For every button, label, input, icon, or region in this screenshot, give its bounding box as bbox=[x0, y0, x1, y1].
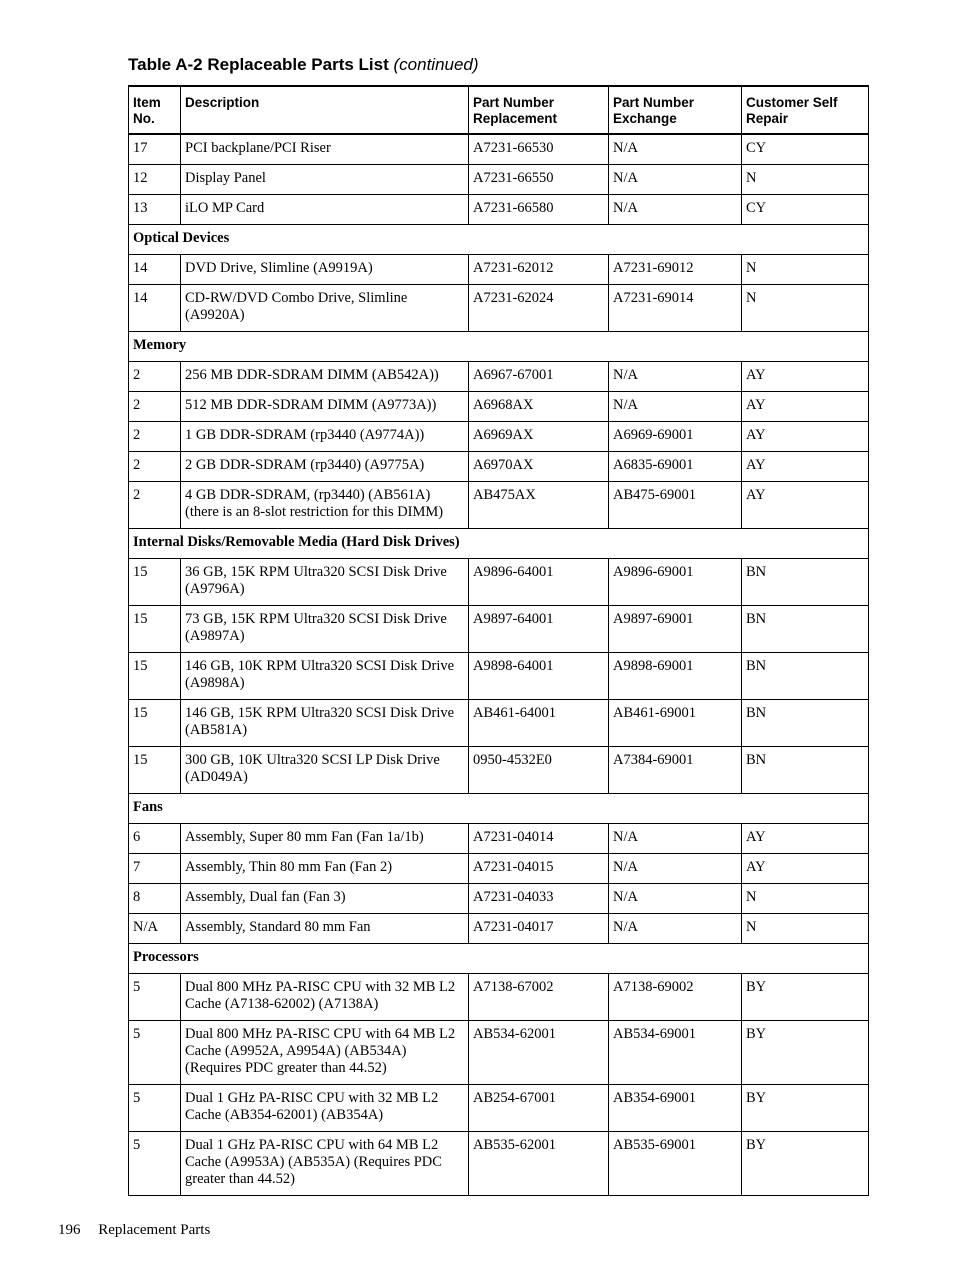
table-row bbox=[129, 606, 869, 653]
table-row bbox=[129, 285, 869, 332]
cell-part-replacement: A6967-67001 bbox=[469, 362, 609, 392]
table-row bbox=[129, 747, 869, 794]
cell-part-replacement: A7231-66580 bbox=[469, 195, 609, 225]
cell-customer-self-repair: BN bbox=[742, 653, 869, 700]
cell-part-exchange: AB475-69001 bbox=[609, 482, 742, 529]
cell-item-no: 15 bbox=[129, 606, 181, 653]
table-row bbox=[129, 482, 869, 529]
cell-item-no: 15 bbox=[129, 747, 181, 794]
section-label: Optical Devices bbox=[129, 225, 869, 255]
footer-section-title: Replacement Parts bbox=[98, 1222, 211, 1238]
cell-description: 146 GB, 15K RPM Ultra320 SCSI Disk Drive (AB581A) bbox=[181, 700, 469, 747]
table-row bbox=[129, 362, 869, 392]
cell-part-replacement: A7231-04014 bbox=[469, 824, 609, 854]
cell-customer-self-repair: N bbox=[742, 914, 869, 944]
table-row bbox=[129, 255, 869, 285]
cell-part-replacement: 0950-4532E0 bbox=[469, 747, 609, 794]
cell-customer-self-repair: BN bbox=[742, 747, 869, 794]
cell-part-exchange: A6969-69001 bbox=[609, 422, 742, 452]
cell-customer-self-repair: BY bbox=[742, 974, 869, 1021]
cell-description: 2 GB DDR-SDRAM (rp3440) (A9775A) bbox=[181, 452, 469, 482]
cell-item-no: 2 bbox=[129, 392, 181, 422]
cell-customer-self-repair: BY bbox=[742, 1132, 869, 1196]
cell-part-replacement: AB254-67001 bbox=[469, 1085, 609, 1132]
cell-description: 146 GB, 10K RPM Ultra320 SCSI Disk Drive (A9898A) bbox=[181, 653, 469, 700]
table-row bbox=[129, 195, 869, 225]
cell-part-exchange: A7231-69014 bbox=[609, 285, 742, 332]
table-caption-title: Table A-2 Replaceable Parts List bbox=[128, 55, 389, 74]
cell-description: 36 GB, 15K RPM Ultra320 SCSI Disk Drive (A9796A) bbox=[181, 559, 469, 606]
header-description: Description bbox=[181, 86, 469, 134]
cell-item-no: 5 bbox=[129, 1085, 181, 1132]
cell-part-replacement: A7231-04033 bbox=[469, 884, 609, 914]
cell-customer-self-repair: N bbox=[742, 255, 869, 285]
cell-description: Assembly, Dual fan (Fan 3) bbox=[181, 884, 469, 914]
cell-item-no: 13 bbox=[129, 195, 181, 225]
cell-description: DVD Drive, Slimline (A9919A) bbox=[181, 255, 469, 285]
table-row bbox=[129, 884, 869, 914]
cell-part-replacement: A9898-64001 bbox=[469, 653, 609, 700]
cell-item-no: 2 bbox=[129, 482, 181, 529]
cell-part-replacement: A7231-62024 bbox=[469, 285, 609, 332]
page-footer bbox=[58, 1222, 210, 1239]
table-body bbox=[129, 134, 869, 1196]
cell-customer-self-repair: BY bbox=[742, 1085, 869, 1132]
cell-part-replacement: A9896-64001 bbox=[469, 559, 609, 606]
cell-customer-self-repair: AY bbox=[742, 452, 869, 482]
cell-part-exchange: AB354-69001 bbox=[609, 1085, 742, 1132]
cell-part-replacement: AB535-62001 bbox=[469, 1132, 609, 1196]
cell-part-replacement: A7231-62012 bbox=[469, 255, 609, 285]
cell-description: 4 GB DDR-SDRAM, (rp3440) (AB561A) (there is an 8-slot restriction for this DIMM) bbox=[181, 482, 469, 529]
cell-part-replacement: A6969AX bbox=[469, 422, 609, 452]
section-label: Processors bbox=[129, 944, 869, 974]
cell-part-exchange: N/A bbox=[609, 914, 742, 944]
cell-customer-self-repair: N bbox=[742, 884, 869, 914]
cell-item-no: 6 bbox=[129, 824, 181, 854]
cell-part-exchange: N/A bbox=[609, 362, 742, 392]
table-row bbox=[129, 653, 869, 700]
cell-customer-self-repair: AY bbox=[742, 482, 869, 529]
table-row bbox=[129, 422, 869, 452]
section-label: Memory bbox=[129, 332, 869, 362]
cell-item-no: 2 bbox=[129, 422, 181, 452]
table-row bbox=[129, 854, 869, 884]
cell-description: 1 GB DDR-SDRAM (rp3440 (A9774A)) bbox=[181, 422, 469, 452]
table-row bbox=[129, 914, 869, 944]
cell-customer-self-repair: AY bbox=[742, 362, 869, 392]
cell-part-exchange: A7384-69001 bbox=[609, 747, 742, 794]
cell-part-exchange: N/A bbox=[609, 884, 742, 914]
cell-part-replacement: A9897-64001 bbox=[469, 606, 609, 653]
cell-part-replacement: A7231-66530 bbox=[469, 134, 609, 165]
cell-customer-self-repair: CY bbox=[742, 134, 869, 165]
table-caption-continued: (continued) bbox=[393, 55, 479, 74]
cell-part-replacement: A6970AX bbox=[469, 452, 609, 482]
cell-part-exchange: N/A bbox=[609, 195, 742, 225]
cell-part-exchange: N/A bbox=[609, 824, 742, 854]
cell-description: 73 GB, 15K RPM Ultra320 SCSI Disk Drive (A9897A) bbox=[181, 606, 469, 653]
cell-part-replacement: A6968AX bbox=[469, 392, 609, 422]
table-row bbox=[129, 700, 869, 747]
table-row bbox=[129, 1085, 869, 1132]
cell-customer-self-repair: BN bbox=[742, 559, 869, 606]
section-label: Internal Disks/Removable Media (Hard Disk Drives) bbox=[129, 529, 869, 559]
cell-part-replacement: A7138-67002 bbox=[469, 974, 609, 1021]
cell-part-exchange: AB534-69001 bbox=[609, 1021, 742, 1085]
cell-item-no: 15 bbox=[129, 559, 181, 606]
cell-customer-self-repair: N bbox=[742, 165, 869, 195]
cell-description: 512 MB DDR-SDRAM DIMM (A9773A)) bbox=[181, 392, 469, 422]
table-row bbox=[129, 974, 869, 1021]
header-item-no: Item No. bbox=[129, 86, 181, 134]
table-row bbox=[129, 559, 869, 606]
cell-description: CD-RW/DVD Combo Drive, Slimline (A9920A) bbox=[181, 285, 469, 332]
cell-customer-self-repair: AY bbox=[742, 422, 869, 452]
cell-part-exchange: N/A bbox=[609, 134, 742, 165]
cell-description: Dual 800 MHz PA-RISC CPU with 32 MB L2 Cache (A7138-62002) (A7138A) bbox=[181, 974, 469, 1021]
cell-item-no: N/A bbox=[129, 914, 181, 944]
cell-part-exchange: N/A bbox=[609, 392, 742, 422]
cell-customer-self-repair: BY bbox=[742, 1021, 869, 1085]
page-number: 196 bbox=[58, 1222, 81, 1238]
header-customer-self-repair: Customer Self Repair bbox=[742, 86, 869, 134]
cell-description: Dual 800 MHz PA-RISC CPU with 64 MB L2 Cache (A9952A, A9954A) (AB534A) (Requires PDC greater than 44.52) bbox=[181, 1021, 469, 1085]
cell-description: Assembly, Super 80 mm Fan (Fan 1a/1b) bbox=[181, 824, 469, 854]
cell-description: Dual 1 GHz PA-RISC CPU with 32 MB L2 Cache (AB354-62001) (AB354A) bbox=[181, 1085, 469, 1132]
table-row bbox=[129, 165, 869, 195]
cell-item-no: 12 bbox=[129, 165, 181, 195]
cell-item-no: 5 bbox=[129, 1021, 181, 1085]
cell-description: Assembly, Standard 80 mm Fan bbox=[181, 914, 469, 944]
section-row bbox=[129, 529, 869, 559]
cell-description: 256 MB DDR-SDRAM DIMM (AB542A)) bbox=[181, 362, 469, 392]
section-label: Fans bbox=[129, 794, 869, 824]
table-caption bbox=[128, 55, 479, 75]
section-row bbox=[129, 225, 869, 255]
table-row bbox=[129, 392, 869, 422]
cell-customer-self-repair: N bbox=[742, 285, 869, 332]
cell-part-replacement: AB534-62001 bbox=[469, 1021, 609, 1085]
cell-item-no: 2 bbox=[129, 452, 181, 482]
cell-description: iLO MP Card bbox=[181, 195, 469, 225]
cell-customer-self-repair: CY bbox=[742, 195, 869, 225]
cell-customer-self-repair: AY bbox=[742, 854, 869, 884]
cell-part-exchange: N/A bbox=[609, 854, 742, 884]
cell-part-exchange: A7138-69002 bbox=[609, 974, 742, 1021]
cell-item-no: 17 bbox=[129, 134, 181, 165]
replaceable-parts-table bbox=[128, 85, 869, 1196]
cell-part-replacement: A7231-04017 bbox=[469, 914, 609, 944]
table-row bbox=[129, 452, 869, 482]
table-row bbox=[129, 824, 869, 854]
cell-part-exchange: A9897-69001 bbox=[609, 606, 742, 653]
cell-description: Dual 1 GHz PA-RISC CPU with 64 MB L2 Cache (A9953A) (AB535A) (Requires PDC greater than 44.52) bbox=[181, 1132, 469, 1196]
section-row bbox=[129, 944, 869, 974]
cell-part-exchange: AB461-69001 bbox=[609, 700, 742, 747]
cell-part-exchange: AB535-69001 bbox=[609, 1132, 742, 1196]
cell-item-no: 15 bbox=[129, 700, 181, 747]
header-part-number-exchange: Part Number Exchange bbox=[609, 86, 742, 134]
cell-item-no: 2 bbox=[129, 362, 181, 392]
table-header-row bbox=[129, 86, 869, 134]
cell-customer-self-repair: AY bbox=[742, 392, 869, 422]
cell-item-no: 7 bbox=[129, 854, 181, 884]
cell-part-exchange: A6835-69001 bbox=[609, 452, 742, 482]
cell-item-no: 14 bbox=[129, 285, 181, 332]
cell-item-no: 5 bbox=[129, 974, 181, 1021]
cell-item-no: 15 bbox=[129, 653, 181, 700]
cell-description: Display Panel bbox=[181, 165, 469, 195]
table-row bbox=[129, 1132, 869, 1196]
cell-part-exchange: N/A bbox=[609, 165, 742, 195]
cell-customer-self-repair: BN bbox=[742, 606, 869, 653]
cell-part-exchange: A9898-69001 bbox=[609, 653, 742, 700]
cell-part-replacement: AB475AX bbox=[469, 482, 609, 529]
cell-customer-self-repair: BN bbox=[742, 700, 869, 747]
cell-item-no: 14 bbox=[129, 255, 181, 285]
cell-item-no: 5 bbox=[129, 1132, 181, 1196]
cell-part-replacement: AB461-64001 bbox=[469, 700, 609, 747]
cell-item-no: 8 bbox=[129, 884, 181, 914]
cell-part-exchange: A7231-69012 bbox=[609, 255, 742, 285]
section-row bbox=[129, 794, 869, 824]
cell-description: Assembly, Thin 80 mm Fan (Fan 2) bbox=[181, 854, 469, 884]
table-row bbox=[129, 134, 869, 165]
cell-part-replacement: A7231-66550 bbox=[469, 165, 609, 195]
table-row bbox=[129, 1021, 869, 1085]
cell-description: 300 GB, 10K Ultra320 SCSI LP Disk Drive (AD049A) bbox=[181, 747, 469, 794]
header-part-number-replacement: Part Number Replacement bbox=[469, 86, 609, 134]
cell-part-replacement: A7231-04015 bbox=[469, 854, 609, 884]
cell-part-exchange: A9896-69001 bbox=[609, 559, 742, 606]
cell-customer-self-repair: AY bbox=[742, 824, 869, 854]
cell-description: PCI backplane/PCI Riser bbox=[181, 134, 469, 165]
section-row bbox=[129, 332, 869, 362]
